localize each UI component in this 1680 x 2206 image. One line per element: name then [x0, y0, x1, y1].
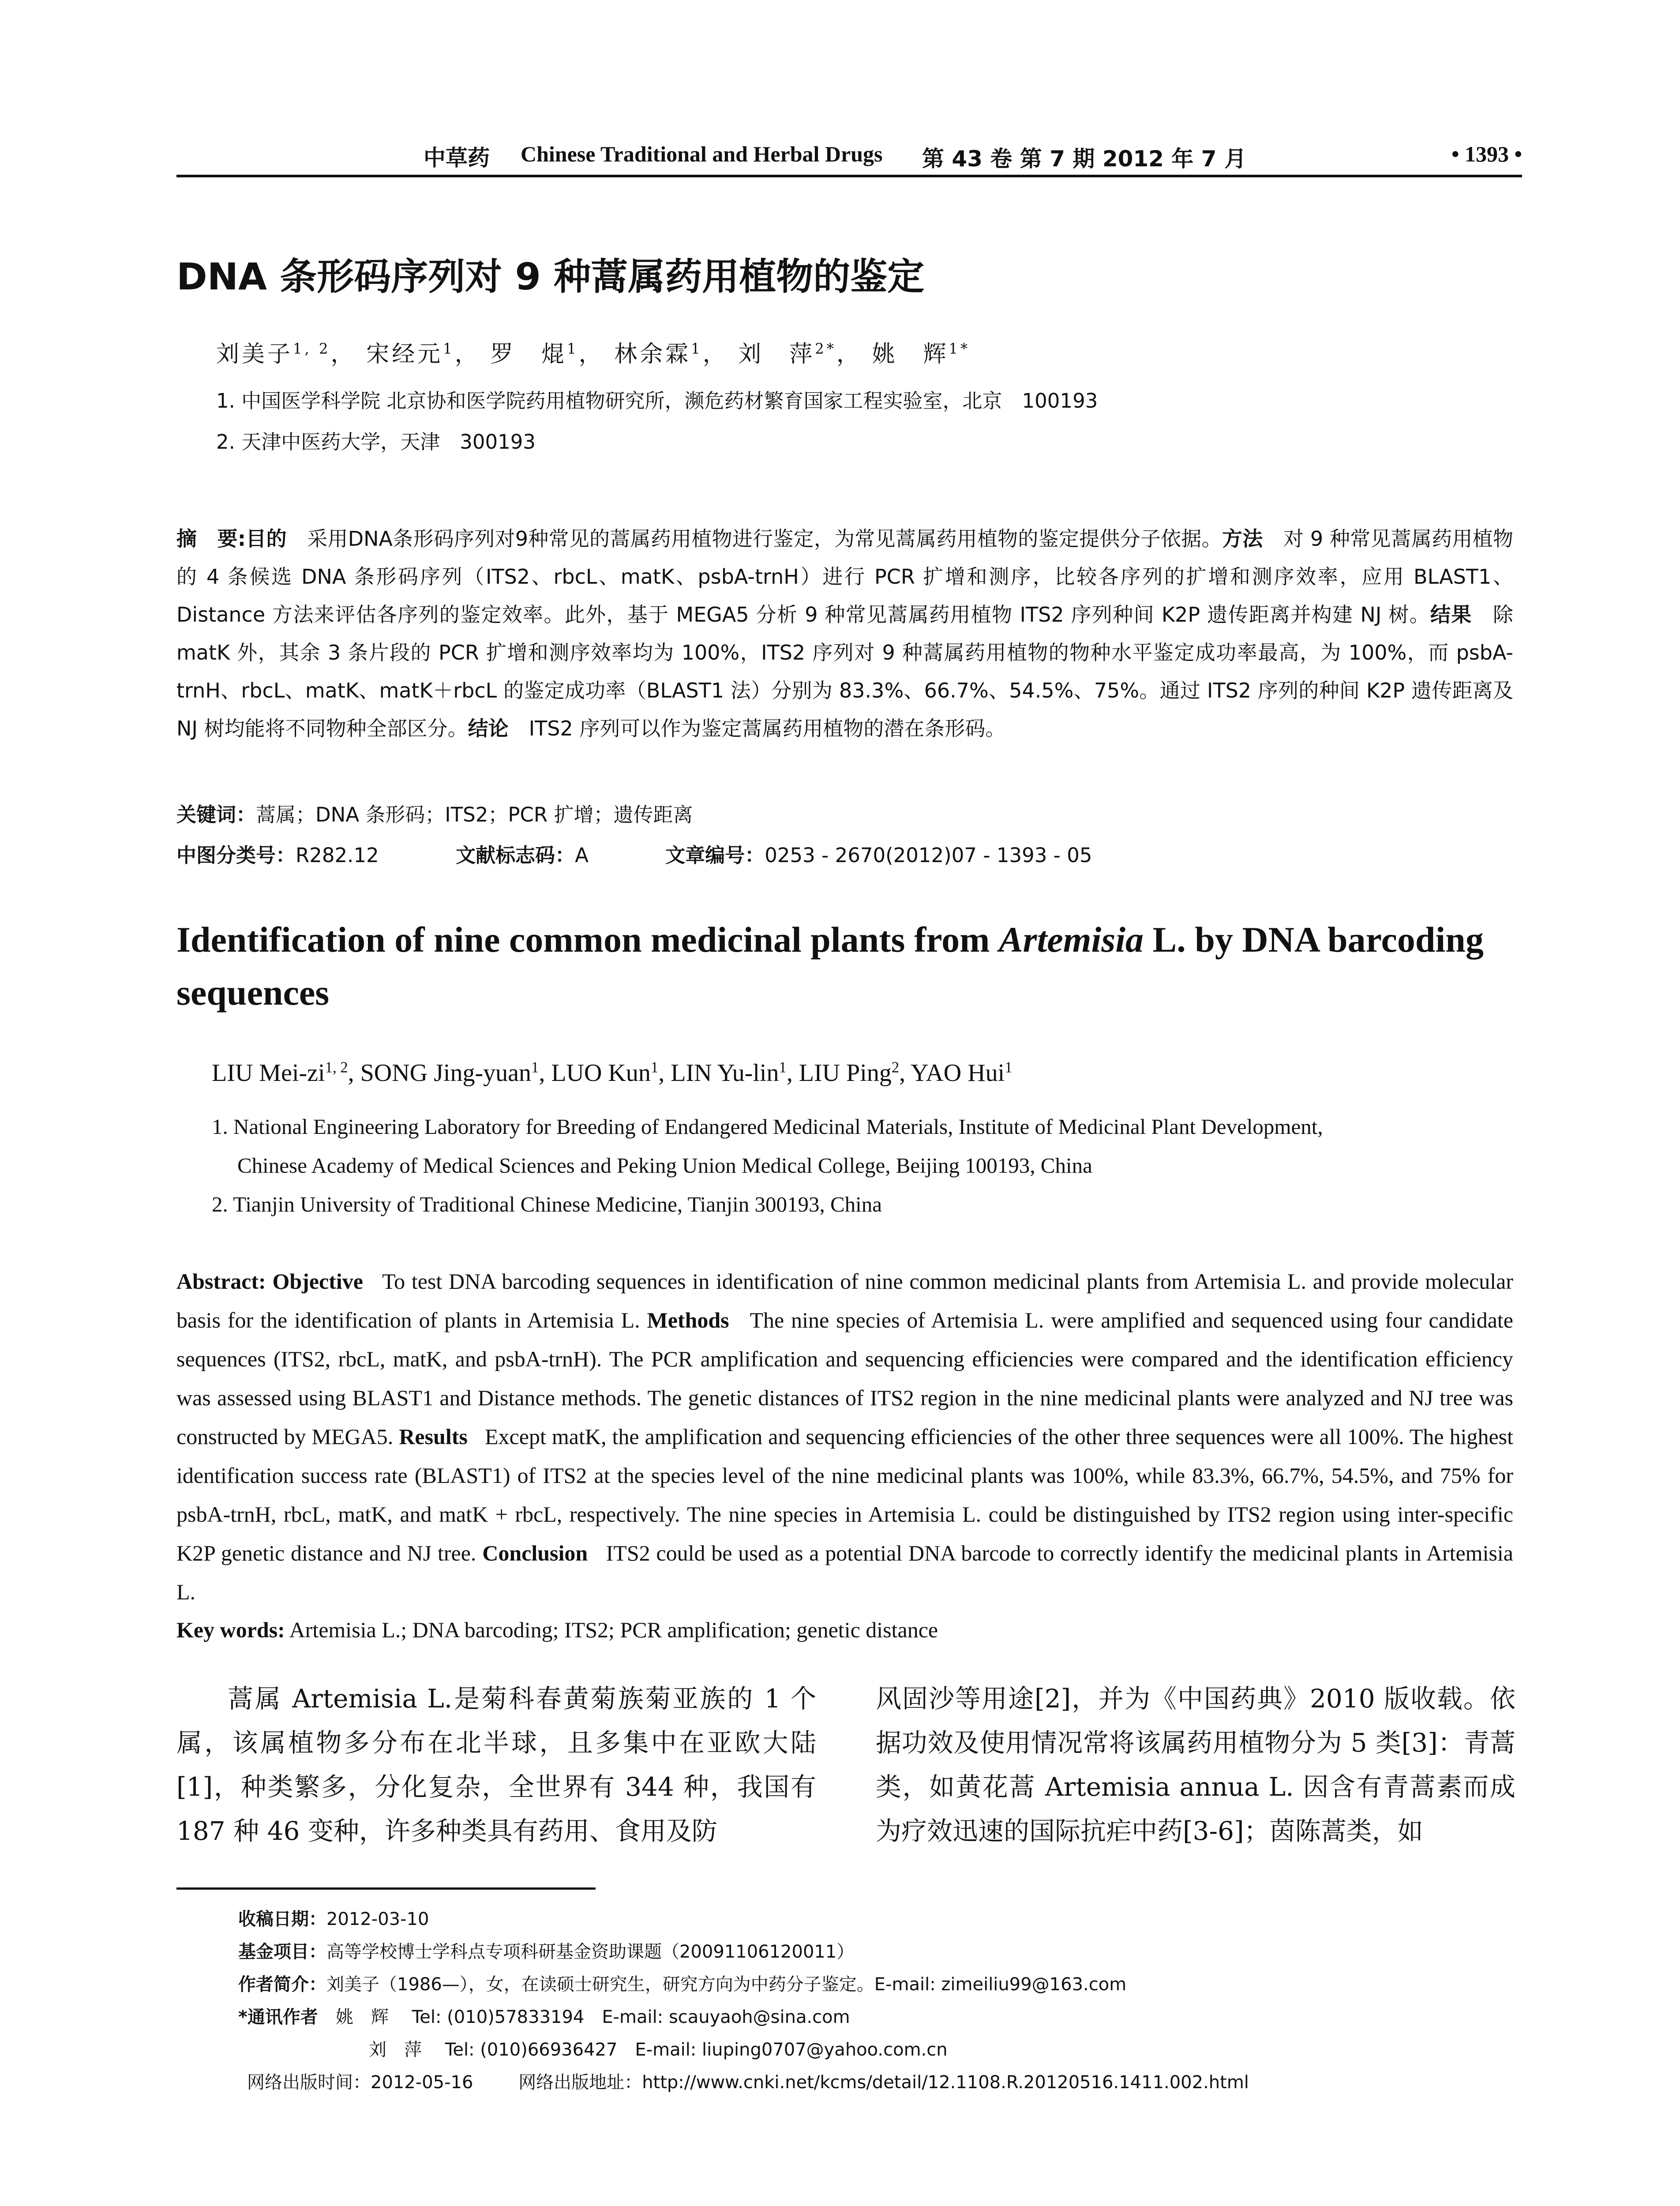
keywords-zh: 关键词：蒿属；DNA 条形码；ITS2；PCR 扩增；遗传距离 [176, 803, 693, 826]
footnote-corresponding-2: 刘 萍 Tel: (010)66936427 E-mail: liuping0707@yahoo.com.cn [369, 2040, 948, 2060]
author-name: 刘 萍 [738, 341, 815, 368]
footnote-author: 作者简介：刘美子（1986—），女，在读硕士研究生，研究方向为中药分子鉴定。E-mail: zimeiliu99@163.com [238, 1974, 1127, 1995]
author-name: 林余霖 [614, 341, 691, 368]
journal-name-zh: 中草药 [424, 145, 490, 171]
authors-en: LIU Mei-zi$^{1, 2}$, SONG Jing-yuan$^1$, LUO Kun$^1$, LIN Yu-lin$^1$, LIU Ping$^2$, YAO Hui$^1$ [212, 1058, 1012, 1087]
affiliation-en-2: 2. Tianjin University of Traditional Chinese Medicine, Tianjin 300193, China [212, 1192, 882, 1216]
body-column-left: 蒿属 Artemisia L.是菊科春黄菊族菊亚族的 1 个属，该属植物多分布在北半球，且多集中在亚欧大陆[1]，种类繁多，分化复杂，全世界有 344 种，我国有 187 种 46 变种，许多种类具有药用、食用及防 [176, 1684, 816, 1846]
footnote-online: 网络出版时间：2012-05-16 网络出版地址：http://www.cnki.net/kcms/detail/12.1108.R.20120516.1411.002.html [247, 2072, 1249, 2093]
affiliation-en-1: 1. National Engineering Laboratory for Breeding of Endangered Medicinal Materials, Institute of Medicinal Plant Development, [212, 1114, 1323, 1139]
author-name: 宋经元 [366, 341, 443, 368]
keywords-en: Key words: Artemisia L.; DNA barcoding; ITS2; PCR amplification; genetic distance [176, 1617, 938, 1642]
affiliation-zh-2: 2. 天津中医药大学，天津 300193 [216, 430, 536, 454]
volume-info: 第 43 卷 第 7 期 2012 年 7 月 [922, 146, 1246, 172]
abstract-zh: 摘 要:目的 采用DNA条形码序列对9种常见的蒿属药用植物进行鉴定，为常见蒿属药用植物的鉴定提供分子依据。方法 对 9 种常见蒿属药用植物的 4 条候选 DNA 条形码序列（ITS2、rbcL、matK、psbA-trnH）进行 PCR 扩增和测序，比较各序列的扩增和测序效率，应用 BLAST1、Distance 方法来评估各序列的鉴定效率。此外，基于 MEGA5 分析 9 种常见蒿属药用植物 ITS2 序列种间 K2P 遗传距离并构建 NJ 树。结果 除 matK 外，其余 3 条片段的 PCR 扩增和测序效率均为 100%，ITS2 序列对 9 种蒿属药用植物的物种水平鉴定成功率最高，为 100%，而 psbA-trnH、rbcL、matK、matK＋rbcL 的鉴定成功率（BLAST1 法）分别为 83.3%、66.7%、54.5%、75%。通过 ITS2 序列的种间 K2P 遗传距离及 NJ 树均能将不同物种全部区分。结论 ITS2 序列可以作为鉴定蒿属药用植物的潜在条形码。 [176, 527, 1514, 740]
running-header [176, 140, 1522, 177]
title-zh: DNA 条形码序列对 9 种蒿属药用植物的鉴定 [176, 255, 925, 298]
author-name: YAO Hui [911, 1059, 1005, 1087]
journal-name-en: Chinese Traditional and Herbal Drugs [521, 142, 883, 166]
classification-line: 中图分类号：R282.12 文献标志码：A 文章编号：0253 - 2670(2012)07 - 1393 - 05 [176, 844, 1092, 867]
body-column-right: 风固沙等用途[2]，并为《中国药典》2010 版收载。依据功效及使用情况常将该属药用植物分为 5 类[3]：青蒿类，如黄花蒿 Artemisia annua L. 因含有青蒿素而成为疗效迅速的国际抗疟中药[3-6]；茵陈蒿类，如 [876, 1684, 1515, 1846]
affiliations-en [212, 1107, 1518, 1224]
author-name: LUO Kun [551, 1059, 651, 1087]
abstract-en: Abstract: Objective To test DNA barcoding sequences in identification of nine common medicinal plants from Artemisia L. and provide molecular basis for the identification of plants in Artemisia L. Methods The nine species of Artemisia L. were amplified and sequenced using four candidate sequences (ITS2, rbcL, matK, and psbA-trnH). The PCR amplification and sequencing efficiencies were compared and the identification efficiency was assessed using BLAST1 and Distance methods. The genetic distances of ITS2 region in the nine medicinal plants were analyzed and NJ tree was constructed by MEGA5. Results Except matK, the amplification and sequencing efficiencies of the other three sequences were all 100%. The highest identification success rate (BLAST1) of ITS2 at the species level of the nine medicinal plants was 100%, while 83.3%, 66.7%, 54.5%, and 75% for psbA-trnH, rbcL, matK, and matK + rbcL, respectively. The nine species in Artemisia L. could be distinguished by ITS2 region using inter-specific K2P genetic distance and NJ tree. Conclusion ITS2 could be used as a potential DNA barcode to correctly identify the medicinal plants in Artemisia L. [176, 1269, 1514, 1604]
authors-zh: 刘美子$^{1, 2}$， 宋经元$^1$， 罗 焜$^1$， 林余霖$^1$， 刘 萍$^{2*}$， 姚 辉$^{1*}$ [216, 340, 971, 368]
author-name: 罗 焜 [490, 341, 567, 368]
author-name: 刘美子 [216, 341, 293, 368]
author-name: 姚 辉 [872, 341, 949, 368]
title-en: Identification of nine common medicinal plants from Artemisia L. by DNA barcoding sequences [176, 919, 1484, 1013]
footnote-received: 收稿日期：2012-03-10 [238, 1909, 429, 1929]
author-name: LIU Ping [799, 1059, 892, 1087]
author-name: LIU Mei-zi [212, 1059, 325, 1087]
footnote-fund: 基金项目：高等学校博士学科点专项科研基金资助课题（20091106120011） [238, 1942, 855, 1962]
footnote-corresponding: *通讯作者 姚 辉 Tel: (010)57833194 E-mail: scauyaoh@sina.com [238, 2007, 850, 2027]
online-url-link[interactable]: http://www.cnki.net/kcms/detail/12.1108.R.20120516.1411.002.html [642, 2072, 1249, 2093]
author-name: LIN Yu-lin [671, 1059, 779, 1087]
affiliation-zh-1: 1. 中国医学科学院 北京协和医学院药用植物研究所，濒危药材繁育国家工程实验室，北京 100193 [216, 389, 1098, 413]
footnote-divider [176, 1887, 596, 1890]
author-name: SONG Jing-yuan [360, 1059, 531, 1087]
affiliation-en-1-cont: Chinese Academy of Medical Sciences and Peking Union Medical College, Beijing 100193, China [237, 1153, 1092, 1178]
page-number: • 1393 • [1451, 142, 1522, 166]
